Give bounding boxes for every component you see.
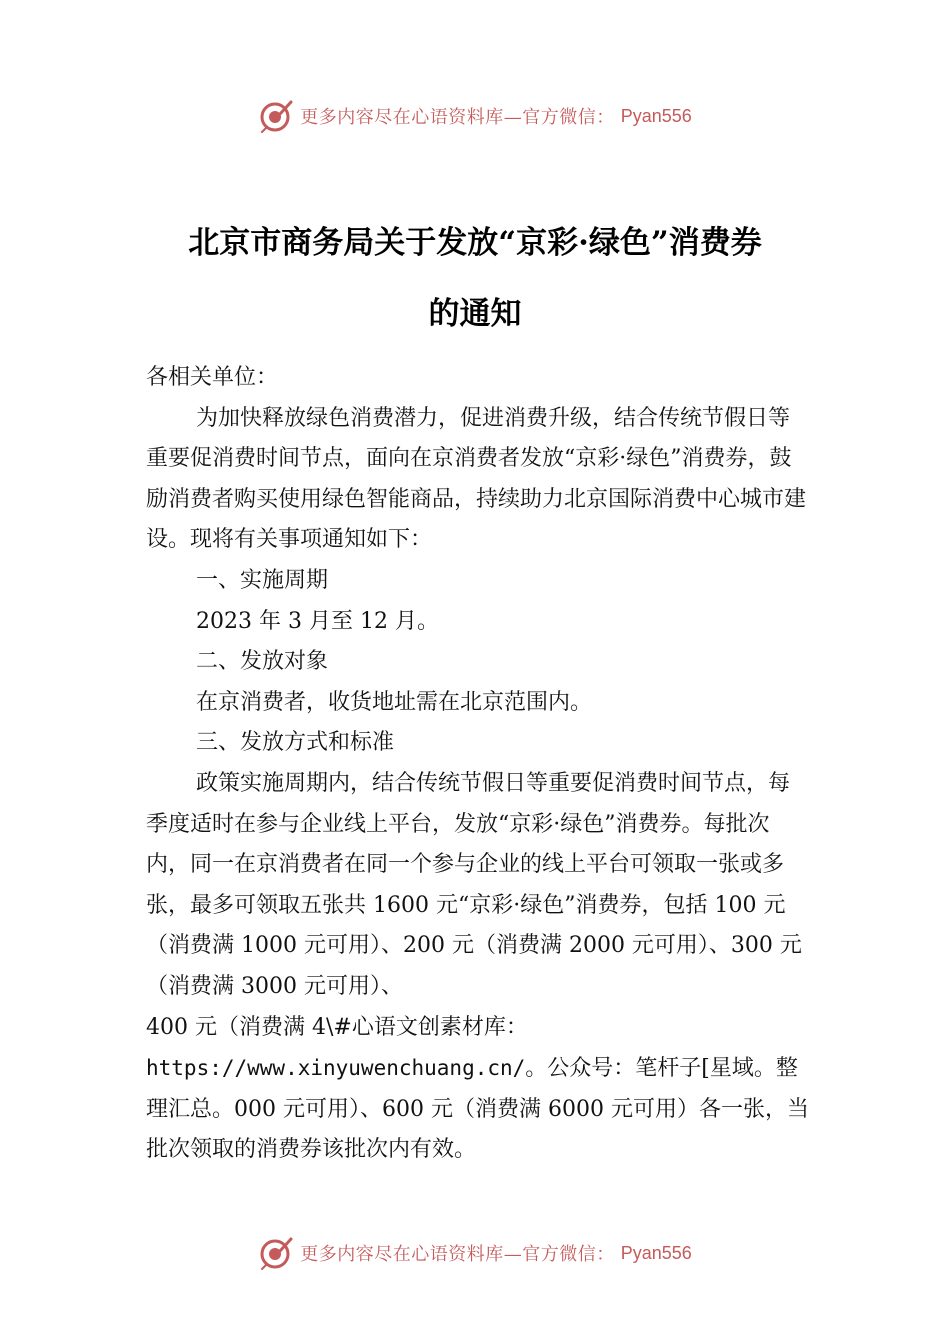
section-3-paragraph-2-start: 400 元（消费满 4\#心语文创素材库： (146, 1014, 528, 1040)
brush-logo-icon (258, 98, 294, 134)
footer-watermark (0, 1233, 950, 1273)
document-title-line-2: 的通知 (428, 296, 522, 332)
watermark-id: Pyan556 (620, 105, 692, 126)
document-body (146, 358, 811, 1171)
section-3-paragraph-1: 政策实施周期内，结合传统节假日等重要促消费时间节点，每季度适时在参与企业线上平台，发放“京彩·绿色”消费券。每批次内，同一在京消费者在同一个参与企业的线上平台可领取一张或多张，最多可领取五张共 1600 元“京彩·绿色”消费券，包括 100 元（消费满 1000 元可用）、200 元（消费满 2000 元可用）、300 元（消费满 3000 元可用）、 (146, 770, 802, 999)
intro-paragraph: 为加快释放绿色消费潜力，促进消费升级，结合传统节假日等重要促消费时间节点，面向在京消费者发放“京彩·绿色”消费券，鼓励消费者购买使用绿色智能商品，持续助力北京国际消费中心城市建设。现将有关事项通知如下： (146, 405, 807, 553)
section-3-paragraph-2 (146, 1008, 811, 1171)
watermark-text: 更多内容尽在心语资料库—官方微信： (300, 107, 615, 128)
section-3-paragraph-2-end: 。公众号：笔杆子[星域。整理汇总。000 元可用）、600 元（消费满 6000 元可用）各一张，当批次领取的消费券该批次内有效。 (146, 1056, 809, 1163)
document-title-line-1: 北京市商务局关于发放“京彩·绿色”消费券 (188, 225, 762, 261)
watermark-id: Pyan556 (620, 1242, 692, 1263)
section-1-heading: 一、实施周期 (196, 567, 329, 593)
brush-logo-icon (258, 1235, 294, 1271)
section-3-heading: 三、发放方式和标准 (196, 730, 395, 756)
website-link[interactable]: https://www.xinyuwenchuang.cn/ (146, 1056, 526, 1081)
section-2-text: 在京消费者，收货地址需在北京范围内。 (196, 689, 593, 715)
section-2-heading: 二、发放对象 (196, 649, 329, 675)
header-watermark (0, 96, 950, 136)
watermark-text: 更多内容尽在心语资料库—官方微信： (300, 1244, 615, 1265)
section-1-text: 2023 年 3 月至 12 月。 (196, 608, 439, 634)
salutation: 各相关单位： (146, 365, 279, 390)
